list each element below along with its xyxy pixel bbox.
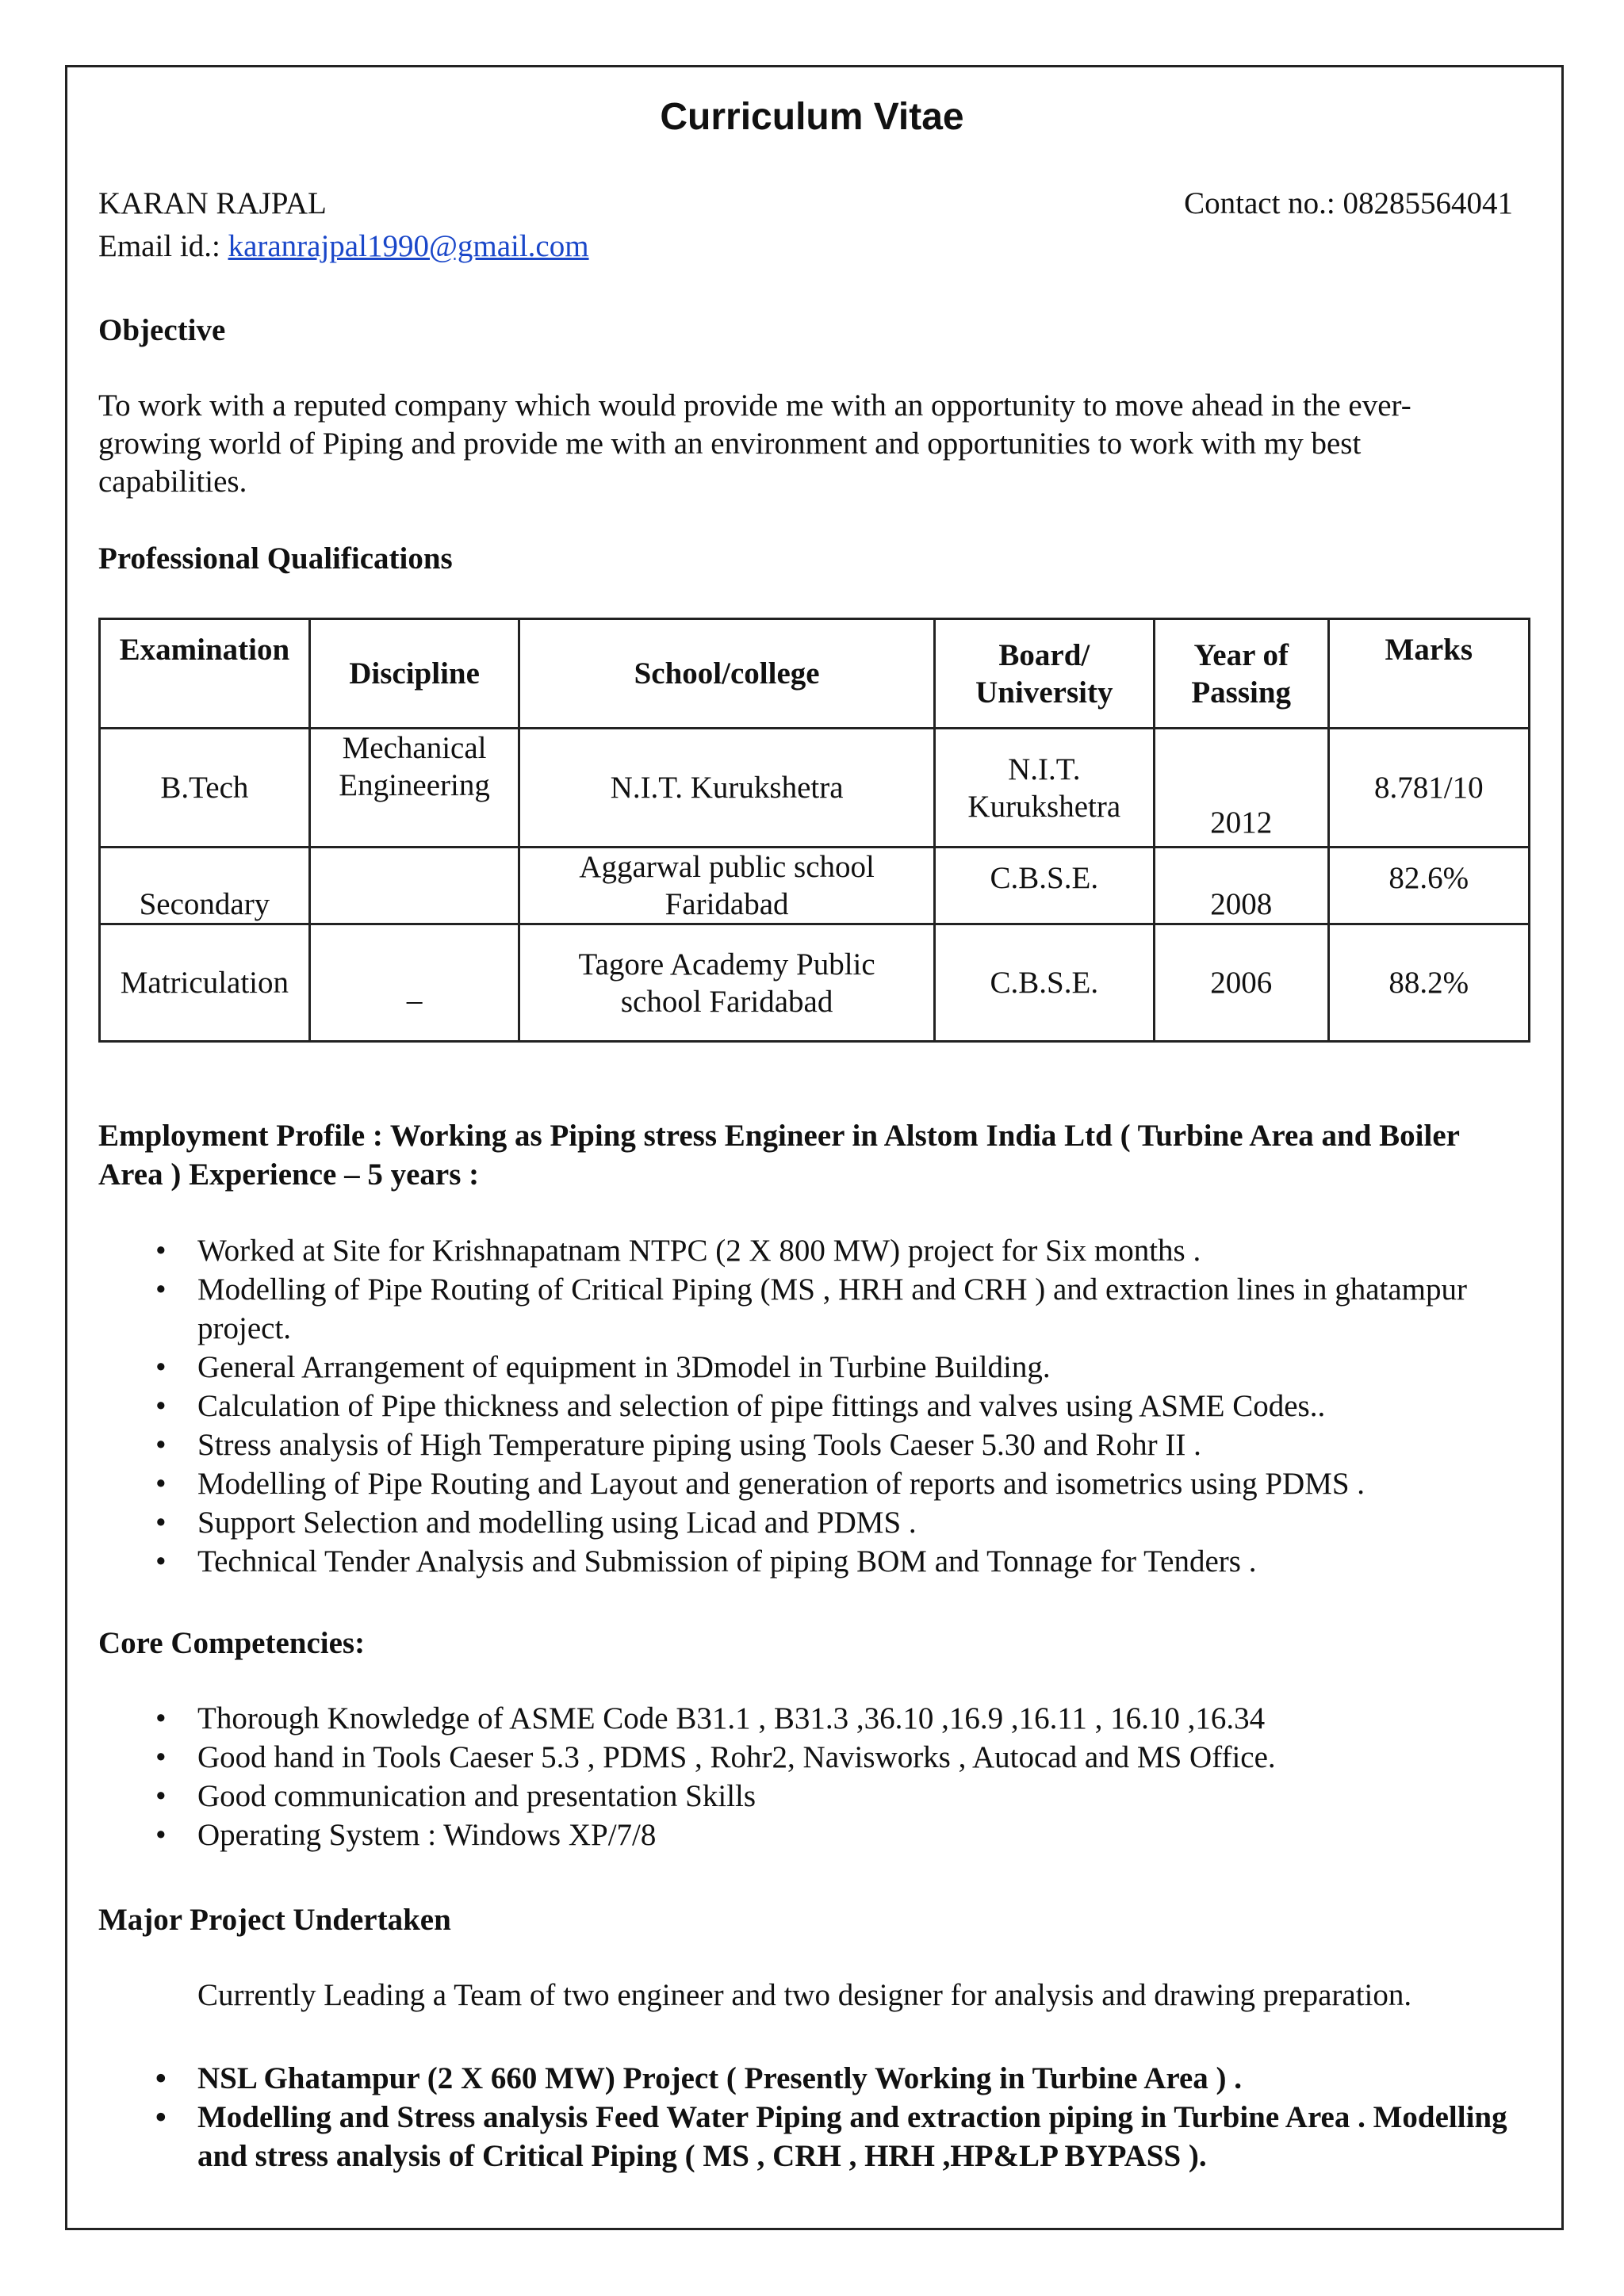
- table-row: [100, 729, 1530, 848]
- cell-board: C.B.S.E.: [934, 924, 1154, 1042]
- projects-list: [98, 2059, 1526, 2175]
- cell-year: 2012: [1154, 729, 1328, 848]
- cell-school: Aggarwal public school Faridabad: [519, 848, 934, 924]
- employment-heading: Employment Profile : Working as Piping stress Engineer in Alstom India Ltd ( Turbine Area and Boiler Area ) Experience – 5 years :: [98, 1119, 1460, 1192]
- list-item: • NSL Ghatampur (2 X 660 MW) Project ( Presently Working in Turbine Area ) .: [98, 2059, 1526, 2098]
- projects-heading: Major Project Undertaken: [98, 1903, 451, 1937]
- competencies-heading: Core Competencies:: [98, 1626, 366, 1660]
- cell-discipline: [309, 848, 519, 924]
- list-item: • Calculation of Pipe thickness and selection of pipe fittings and valves using ASME Codes..: [98, 1387, 1526, 1425]
- cell-year: 2008: [1154, 848, 1328, 924]
- objective-text: To work with a reputed company which would provide me with an opportunity to move ahead in the ever-growing world of Piping and provide me with an environment and opportunities to work with my best capabilities.: [98, 388, 1411, 499]
- column-header-marks: Marks: [1328, 619, 1529, 729]
- competencies-list: [98, 1699, 1526, 1854]
- employment-list: [98, 1231, 1526, 1581]
- list-item: • Modelling of Pipe Routing and Layout and generation of reports and isometrics using PDMS .: [98, 1464, 1526, 1503]
- cell-discipline: _: [309, 924, 519, 1042]
- list-item: • Modelling of Pipe Routing of Critical Piping (MS , HRH and CRH ) and extraction lines in ghatampur project.: [98, 1270, 1526, 1348]
- objective-heading: Objective: [98, 313, 226, 347]
- cell-school: Tagore Academy Public school Faridabad: [519, 924, 934, 1042]
- document-title: Curriculum Vitae: [660, 96, 964, 138]
- table-header-row: [100, 619, 1530, 729]
- cell-marks: 8.781/10: [1328, 729, 1529, 848]
- list-item: • Stress analysis of High Temperature piping using Tools Caeser 5.30 and Rohr II .: [98, 1425, 1526, 1464]
- list-item: • Technical Tender Analysis and Submission of piping BOM and Tonnage for Tenders .: [98, 1542, 1526, 1581]
- email-label: Email id.:: [98, 229, 228, 263]
- cell-marks: 82.6%: [1328, 848, 1529, 924]
- list-item: • Thorough Knowledge of ASME Code B31.1 , B31.3 ,36.10 ,16.9 ,16.11 , 16.10 ,16.34: [98, 1699, 1526, 1738]
- list-item: • Good communication and presentation Skills: [98, 1777, 1526, 1816]
- cell-board: C.B.S.E.: [934, 848, 1154, 924]
- list-item: • Worked at Site for Krishnapatnam NTPC (2 X 800 MW) project for Six months .: [98, 1231, 1526, 1270]
- column-header-year: Year of Passing: [1154, 619, 1328, 729]
- list-item: • General Arrangement of equipment in 3Dmodel in Turbine Building.: [98, 1348, 1526, 1387]
- candidate-name: KARAN RAJPAL: [98, 186, 327, 220]
- cell-examination: Matriculation: [100, 924, 310, 1042]
- column-header-examination: Examination: [100, 619, 310, 729]
- qualifications-heading: Professional Qualifications: [98, 541, 453, 576]
- list-item: • Operating System : Windows XP/7/8: [98, 1816, 1526, 1854]
- column-header-board: Board/ University: [934, 619, 1154, 729]
- cell-year: 2006: [1154, 924, 1328, 1042]
- table-row: [100, 924, 1530, 1042]
- cell-discipline: Mechanical Engineering: [309, 729, 519, 848]
- cell-examination: B.Tech: [100, 729, 310, 848]
- contact-number: Contact no.: 08285564041: [1184, 186, 1513, 220]
- column-header-school: School/college: [519, 619, 934, 729]
- cell-school: N.I.T. Kurukshetra: [519, 729, 934, 848]
- list-item: • Support Selection and modelling using Licad and PDMS .: [98, 1503, 1526, 1542]
- cell-board: N.I.T. Kurukshetra: [934, 729, 1154, 848]
- column-header-discipline: Discipline: [309, 619, 519, 729]
- table-row: [100, 848, 1530, 924]
- list-item: • Good hand in Tools Caeser 5.3 , PDMS , Rohr2, Navisworks , Autocad and MS Office.: [98, 1738, 1526, 1777]
- email-line: [98, 228, 589, 266]
- email-link[interactable]: karanrajpal1990@gmail.com: [228, 229, 589, 263]
- cell-examination: Secondary: [100, 848, 310, 924]
- qualifications-table: [98, 618, 1530, 1043]
- projects-intro: Currently Leading a Team of two engineer and two designer for analysis and drawing preparation.: [197, 1978, 1412, 2012]
- list-item: • Modelling and Stress analysis Feed Water Piping and extraction piping in Turbine Area . Modelling and stress analysis of Critical Piping ( MS , CRH , HRH ,HP&LP BYPASS ).: [98, 2098, 1526, 2175]
- cell-marks: 88.2%: [1328, 924, 1529, 1042]
